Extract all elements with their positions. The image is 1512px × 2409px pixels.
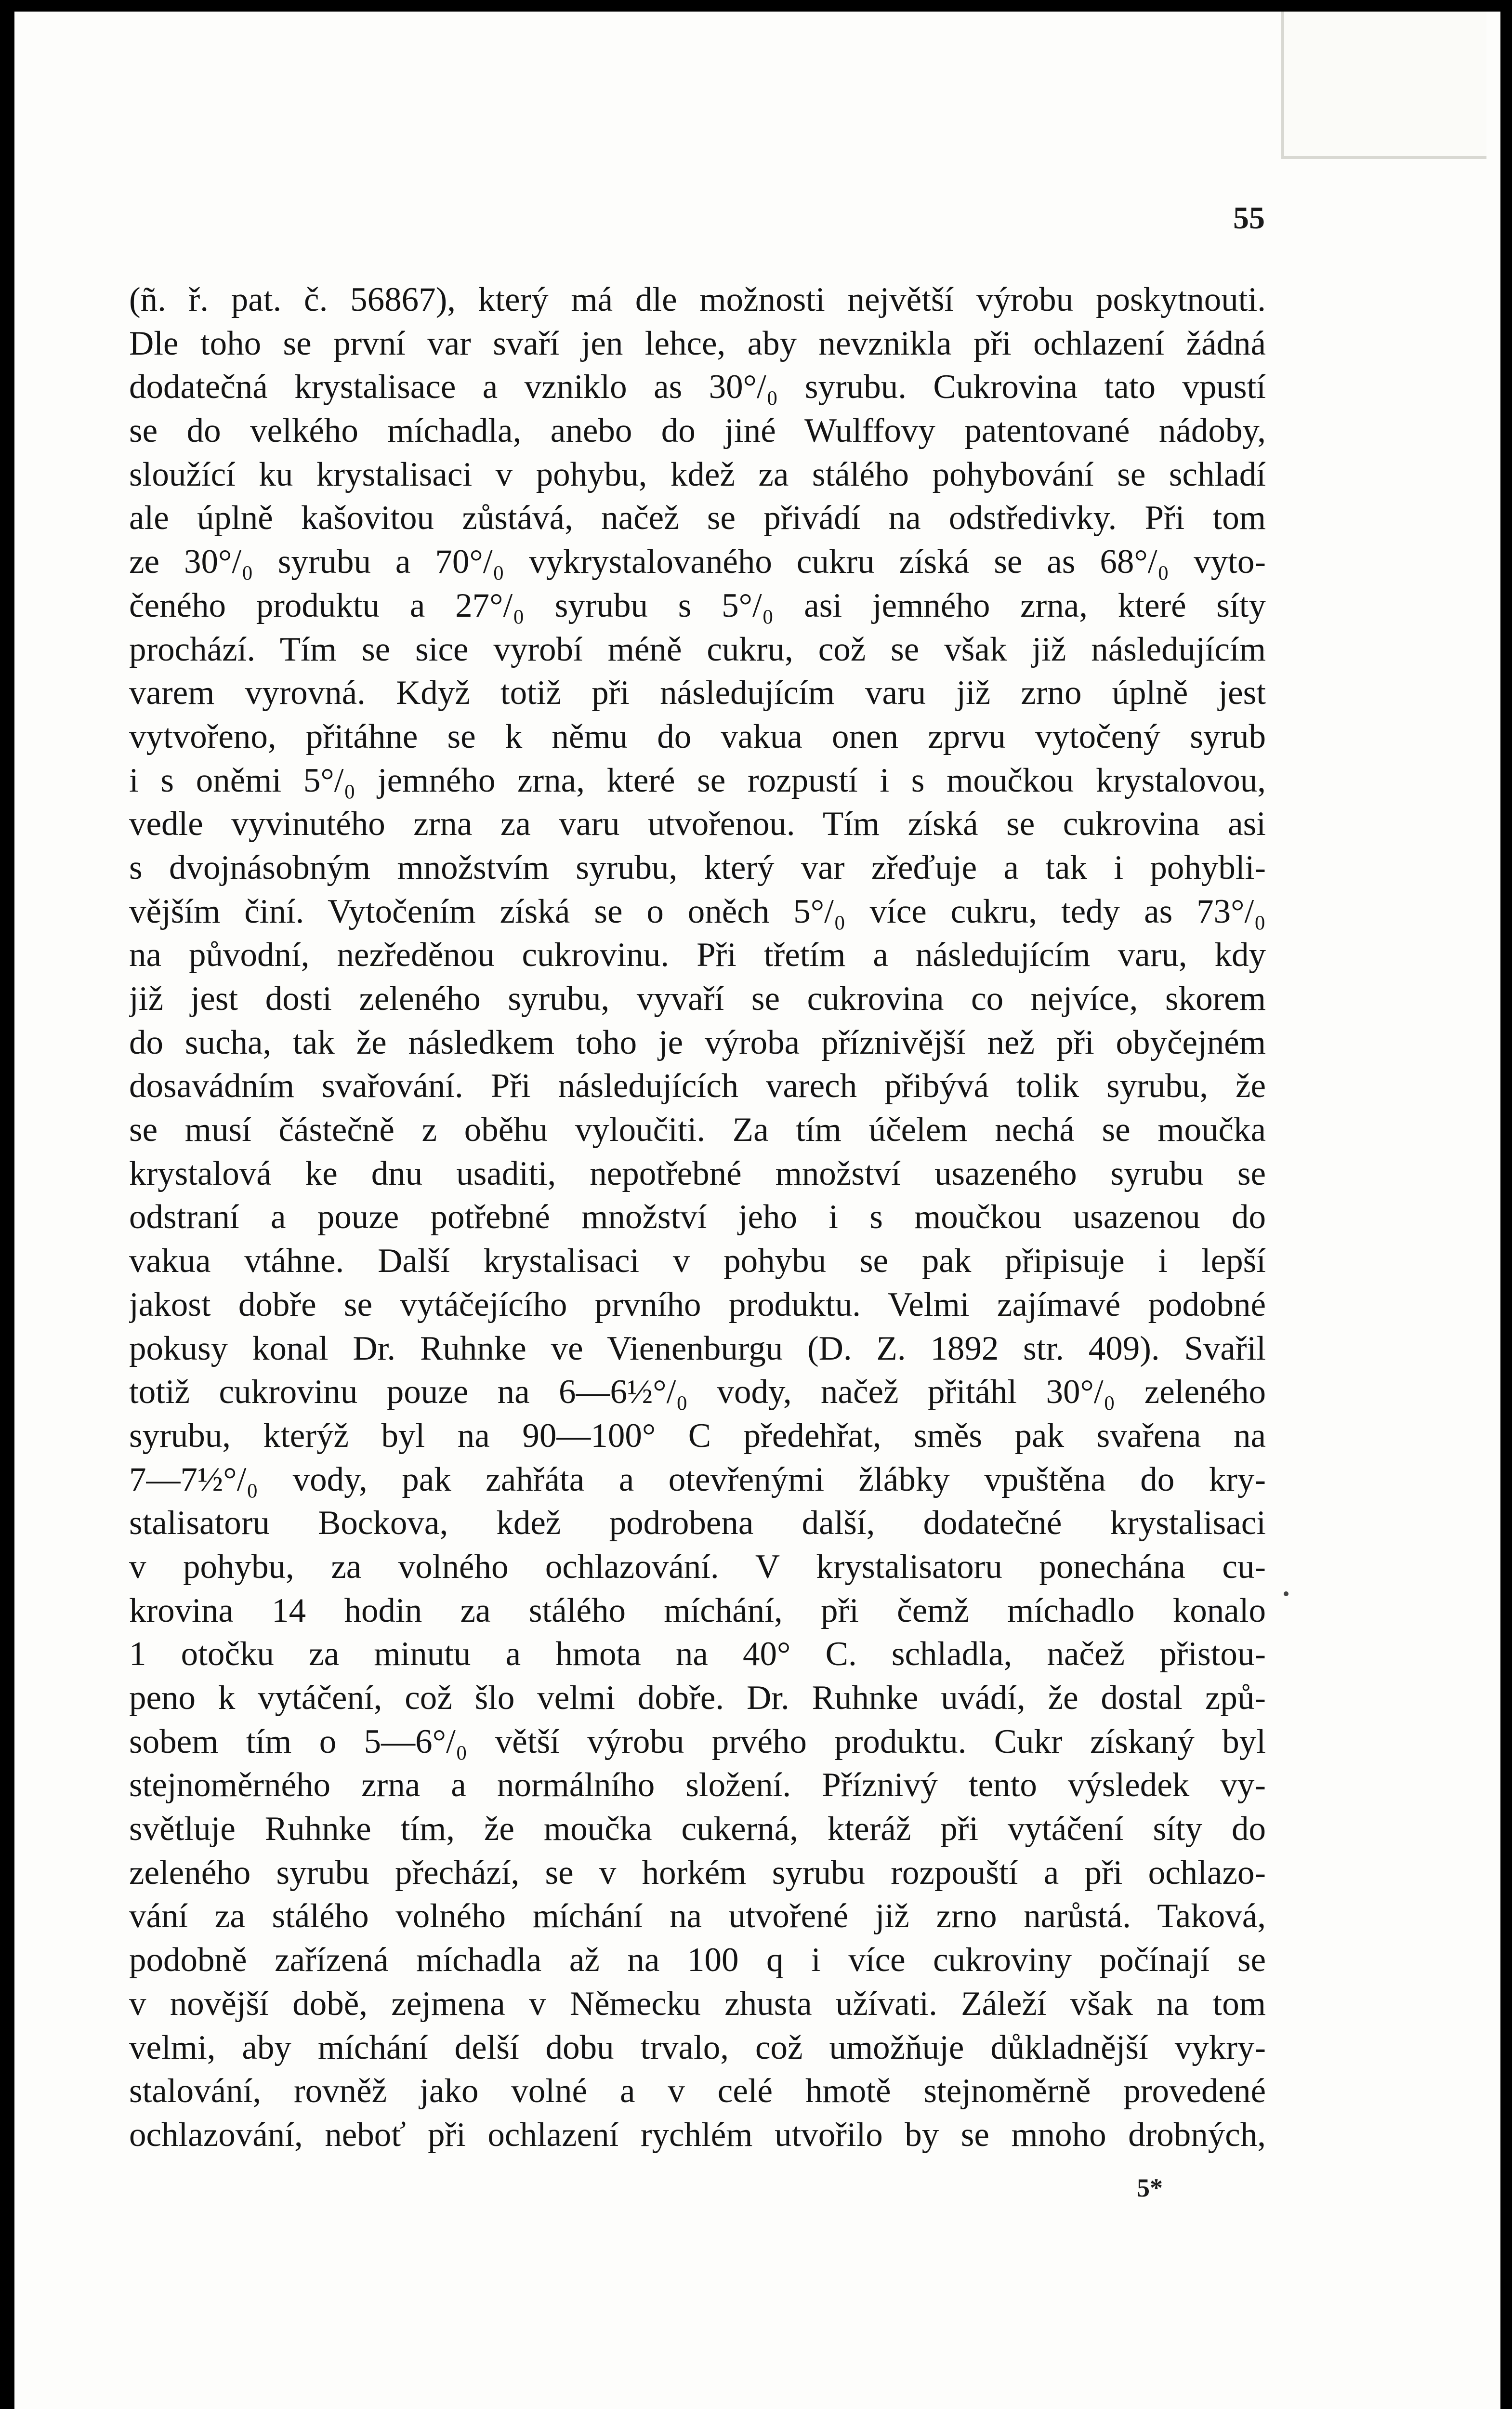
text-line: 1 otočku za minutu a hmota na 40° C. schladla, načež přistou- — [129, 1635, 1266, 1673]
text-line: totiž cukrovinu pouze na 6—6½°/₀ vody, načež přitáhl 30°/₀ zeleného — [129, 1373, 1266, 1411]
text-line: vytvořeno, přitáhne se k němu do vakua onen zprvu vytočený syrub — [129, 717, 1266, 755]
text-line: vakua vtáhne. Další krystalisaci v pohybu se pak připisuje i lepší — [129, 1242, 1266, 1280]
text-line: dodatečná krystalisace a vzniklo as 30°/₀ syrubu. Cukrovina tato vpustí — [129, 368, 1266, 406]
page-number: 55 — [1233, 200, 1265, 236]
text-line: v pohybu, za volného ochlazování. V krystalisatoru ponechána cu- — [129, 1548, 1266, 1586]
text-line: stalisatoru Bockova, kdež podrobena další, dodatečné krystalisaci — [129, 1504, 1266, 1542]
text-line: jakost dobře se vytáčejícího prvního produktu. Velmi zajímavé podobné — [129, 1285, 1266, 1324]
text-line: stejnoměrného zrna a normálního složení. Příznivý tento výsledek vy- — [129, 1766, 1266, 1804]
text-line: syrubu, kterýž byl na 90—100° C předehřat, směs pak svařena na — [129, 1416, 1266, 1455]
text-line: na původní, nezředěnou cukrovinu. Při třetím a následujícím varu, kdy — [129, 936, 1266, 974]
text-line: velmi, aby míchání delší dobu trvalo, což umožňuje důkladnější vykry- — [129, 2028, 1266, 2066]
text-line: vějším činí. Vytočením získá se o oněch 5°/₀ více cukru, tedy as 73°/₀ — [129, 892, 1266, 930]
corner-paper-strip — [1281, 12, 1486, 159]
text-line: prochází. Tím se sice vyrobí méně cukru, což se však již následujícím — [129, 630, 1266, 668]
text-line: Dle toho se první var svaří jen lehce, aby nevznikla při ochlazení žádná — [129, 324, 1266, 362]
text-line: ale úplně kašovitou zůstává, načež se přivádí na odstředivky. Při tom — [129, 499, 1266, 537]
scan-speck — [1284, 1591, 1288, 1596]
text-line: 7—7½°/₀ vody, pak zahřáta a otevřenými žlábky vpuštěna do kry- — [129, 1460, 1266, 1498]
text-line: sobem tím o 5—6°/₀ větší výrobu prvého produktu. Cukr získaný byl — [129, 1722, 1266, 1760]
text-line: zeleného syrubu přechází, se v horkém syrubu rozpouští a při ochlazo- — [129, 1853, 1266, 1892]
text-line: s dvojnásobným množstvím syrubu, který var zřeďuje a tak i pohybli- — [129, 848, 1266, 887]
text-line: v novější době, zejmena v Německu zhusta užívati. Záleží však na tom — [129, 1985, 1266, 2023]
text-line: i s oněmi 5°/₀ jemného zrna, které se rozpustí i s moučkou krystalovou, — [129, 761, 1266, 799]
text-line: pokusy konal Dr. Ruhnke ve Vienenburgu (D. Z. 1892 str. 409). Svařil — [129, 1329, 1266, 1367]
text-line: peno k vytáčení, což šlo velmi dobře. Dr. Ruhnke uvádí, že dostal způ- — [129, 1679, 1266, 1717]
text-line: čeného produktu a 27°/₀ syrubu s 5°/₀ asi jemného zrna, které síty — [129, 586, 1266, 624]
text-line: ochlazování, neboť při ochlazení rychlém utvořilo by se mnoho drobných, — [129, 2116, 1266, 2154]
text-line: krystalová ke dnu usaditi, nepotřebné množství usazeného syrubu se — [129, 1154, 1266, 1192]
text-line: dosavádním svařování. Při následujících varech přibývá tolik syrubu, že — [129, 1067, 1266, 1105]
text-line: vedle vyvinutého zrna za varu utvořenou. Tím získá se cukrovina asi — [129, 805, 1266, 843]
text-line: se do velkého míchadla, anebo do jiné Wulffovy patentované nádoby, — [129, 412, 1266, 450]
text-line: krovina 14 hodin za stálého míchání, při čemž míchadlo konalo — [129, 1591, 1266, 1629]
text-line: sloužící ku krystalisaci v pohybu, kdež za stálého pohybování se schladí — [129, 455, 1266, 493]
text-line: světluje Ruhnke tím, že moučka cukerná, kteráž při vytáčení síty do — [129, 1810, 1266, 1848]
signature-mark: 5* — [1137, 2173, 1163, 2202]
body-text — [129, 278, 1266, 2157]
text-line: varem vyrovná. Když totiž při následujícím varu již zrno úplně jest — [129, 674, 1266, 712]
text-line: stalování, rovněž jako volné a v celé hmotě stejnoměrně provedené — [129, 2072, 1266, 2110]
text-line: (ñ. ř. pat. č. 56867), který má dle možnosti největší výrobu poskytnouti. — [129, 281, 1266, 318]
text-line: odstraní a pouze potřebné množství jeho i s moučkou usazenou do — [129, 1198, 1266, 1236]
text-line: již jest dosti zeleného syrubu, vyvaří se cukrovina co nejvíce, skorem — [129, 980, 1266, 1018]
text-line: se musí částečně z oběhu vyloučiti. Za tím účelem nechá se moučka — [129, 1111, 1266, 1149]
text-line: vání za stálého volného míchání na utvořené již zrno narůstá. Taková, — [129, 1897, 1266, 1935]
text-line: ze 30°/₀ syrubu a 70°/₀ vykrystalovaného cukru získá se as 68°/₀ vyto- — [129, 543, 1266, 581]
text-line: do sucha, tak že následkem toho je výroba příznivější než při obyčejném — [129, 1023, 1266, 1061]
text-line: podobně zařízená míchadla až na 100 q i více cukroviny počínají se — [129, 1941, 1266, 1979]
